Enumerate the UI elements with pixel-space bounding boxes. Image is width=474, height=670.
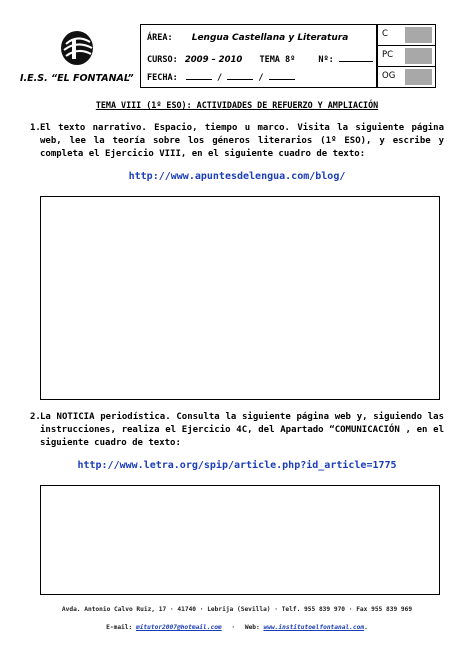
header-info-box <box>140 24 378 88</box>
grade-cell <box>405 69 432 85</box>
fecha-day-field[interactable] <box>186 71 212 80</box>
exercise-1 <box>30 122 444 161</box>
grade-row-og <box>377 67 435 87</box>
web-link[interactable]: www.institutoelfontanal.com <box>263 624 365 631</box>
grade-cell <box>405 27 432 43</box>
grade-cell <box>405 48 432 64</box>
exercise-2-link[interactable]: http://www.letra.org/spip/article.php?id_article=1775 <box>77 460 397 471</box>
curso-row <box>147 53 373 65</box>
footer-contact <box>0 624 474 631</box>
web-label: Web: <box>244 624 260 631</box>
fecha-label: FECHA: <box>147 73 178 83</box>
footer-separator: · <box>231 624 236 631</box>
exercise-text: El texto narrativo. Espacio, tiempo u marco. Visita la siguiente página web, lee la teoría sobre los géneros literarios (1º ESO), y escribe y completa el Ejercicio VIII, en el siguiente cuadro de texto: <box>40 123 444 159</box>
grade-row-c <box>377 25 435 45</box>
tema-label: TEMA 8º <box>259 55 296 65</box>
footer-address: Avda. Antonio Calvo Ruiz, 17 · 41740 · Lebrija (Sevilla) · Telf. 955 839 970 · Fax 955 839 969 <box>61 606 413 613</box>
email-label: E-mail: <box>106 624 133 631</box>
curso-label: CURSO: <box>147 55 178 65</box>
area-label: ÁREA: <box>147 33 173 43</box>
area-value: Lengua Castellana y Literatura <box>191 33 349 43</box>
numero-label: Nº: <box>318 55 334 65</box>
grade-row-pc <box>377 46 435 66</box>
exercise-1-link[interactable]: http://www.apuntesdelengua.com/blog/ <box>128 171 346 182</box>
exercise-text: La NOTICIA periodística. Consulta la siguiente página web y, siguiendo las instrucciones, realiza el Ejercicio 4C, del Apartado “COMUNICACIÓN , en el siguiente cuadro de texto: <box>40 412 444 448</box>
grade-label: C <box>382 29 388 39</box>
fecha-row <box>147 71 295 83</box>
area-row <box>147 33 348 43</box>
fecha-separator: / <box>216 73 223 83</box>
numero-field[interactable] <box>339 53 373 62</box>
grade-label: OG <box>382 71 396 81</box>
answer-box-1[interactable] <box>40 196 440 400</box>
curso-value: 2009 – 2010 <box>184 55 243 65</box>
answer-box-2[interactable] <box>40 485 440 595</box>
exercise-2 <box>30 411 444 450</box>
email-link[interactable]: mitutor2007@hotmail.com <box>135 624 222 631</box>
school-logo-icon <box>60 30 94 68</box>
grade-label: PC <box>382 50 394 60</box>
footer-end: . <box>364 624 368 631</box>
grade-grid <box>376 24 436 88</box>
fecha-separator: / <box>258 73 264 83</box>
school-name: I.E.S. “EL FONTANAL” <box>20 73 134 84</box>
fecha-year-field[interactable] <box>269 71 295 80</box>
exercise-number: 1. <box>30 123 41 133</box>
exercise-number: 2. <box>30 412 41 422</box>
page-title: TEMA VIII (1º ESO): ACTIVIDADES DE REFUERZO Y AMPLIACIÓN <box>95 100 379 110</box>
fecha-month-field[interactable] <box>227 71 253 80</box>
